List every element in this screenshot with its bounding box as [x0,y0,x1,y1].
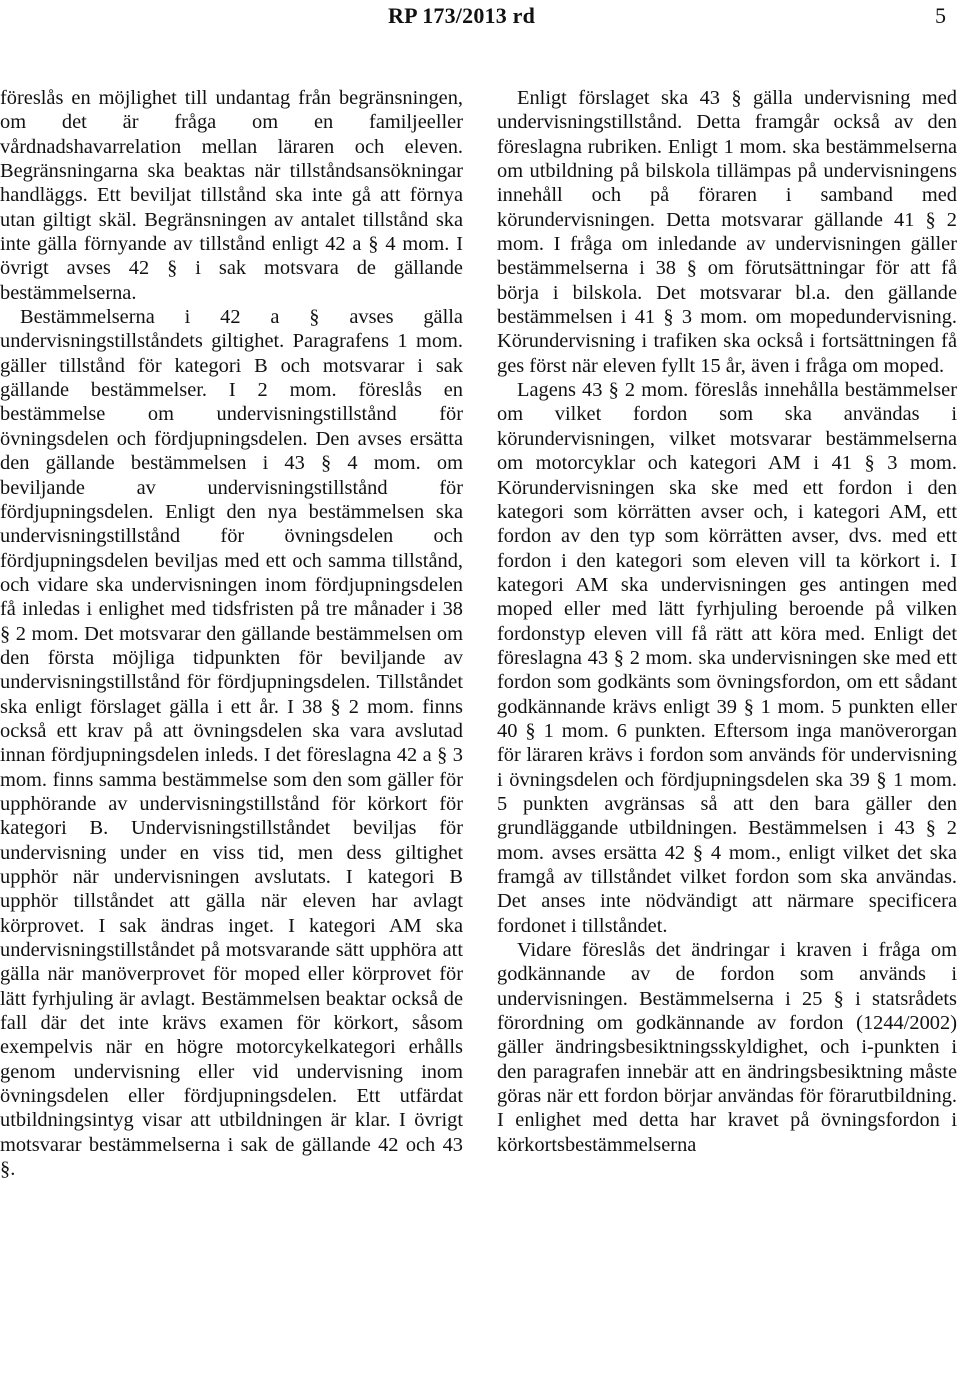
left-column [0,86,463,1181]
paragraph: Bestämmelserna i 42 a § avses gälla undervisningstillståndets giltighet. Paragrafens 1 mom. gäller tillstånd för kategori B och motsvarar i sak gällande bestämmelser. I 2 mom. föreslås en bestämmelse om undervisningstillstånd för övningsdelen och fördjupningsdelen. Den avses ersätta den gällande bestämmelsen i 43 § 4 mom. om beviljande av undervisningstillstånd för fördjupningsdelen. Enligt den nya bestämmelsen ska undervisningstillstånd för övningsdelen och fördjupningsdelen beviljas med ett och samma tillstånd, och vidare ska undervisningen inom fördjupningsdelen få inledas i enlighet med tidsfristen på tre månader i 38 § 2 mom. Det motsvarar den gällande bestämmelsen om den första möjliga tidpunkten för beviljande av undervisningstillstånd för fördjupningsdelen. Tillståndet ska enligt förslaget gälla i ett år. I 38 § 2 mom. finns också ett krav på att övningsdelen ska vara avslutad innan fördjupningsdelen inleds. I det föreslagna 42 a § 3 mom. finns samma bestämmelse som den som gäller för upphörande av undervisningstillstånd för körkort för kategori B. Undervisningstillståndet beviljas för undervisning under en viss tid, men dess giltighet upphör när undervisningen avslutats. I kategori B upphör tillståndet att gälla när eleven har avlagt körprovet. I sak ändras inget. I kategori AM ska undervisningstillståndet på motsvarande sätt upphöra att gälla när manöverprovet för moped eller körprovet för lätt fyrhjuling är avlagt. Bestämmelsen beaktar också de fall där det inte krävs examen för körkort, såsom exempelvis när en högre motorcykelkategori erhålls genom undervisning eller vid undervisning inom övningsdelen eller fördjupningsdelen. Ett utfärdat utbildningsintyg visar att utbildningen är klar. I övrigt motsvarar bestämmelserna i sak de gällande 42 och 43 §. [0,306,463,1181]
page-header [0,0,960,40]
paragraph: föreslås en möjlighet till undantag från begränsningen, om det är fråga om en familjeeller vårdnadshavarrelation mellan läraren och eleven. Begränsningarna ska beaktas när tillståndsansökningar handläggs. Ett beviljat tillstånd ska inte gå att förnya utan giltigt skäl. Begränsningen av antalet tillstånd ska inte gälla förnyande av tillstånd enligt 42 a § 4 mom. I övrigt avses 42 § i sak motsvara de gällande bestämmelserna. [0,87,463,304]
document-reference: RP 173/2013 rd [388,3,536,28]
paragraph: Lagens 43 § 2 mom. föreslås innehålla bestämmelser om vilket fordon som ska användas i körundervisningen, vilket motsvarar bestämmelserna om motorcyklar och kategori AM i 41 § 3 mom. Körundervisningen ska ske med ett fordon i den kategori som körrätten avser och, i kategori AM, ett fordon av den typ som körrätten avser, dvs. med ett fordon i den kategori som eleven vill ta körkort i. I kategori AM ska undervisningen ges antingen med moped eller med lätt fyrhjuling beroende på vilken fordonstyp eleven vill få rätt att köra med. Enligt det föreslagna 43 § 2 mom. ska undervisningen ske med ett fordon som godkänts som övningsfordon, om ett sådant godkännande krävs enligt 39 § 1 mom. 5 punkten eller 40 § 1 mom. 6 punkten. Eftersom inga manöverorgan för läraren krävs i fordon som används för undervisning i övningsdelen och fördjupningsdelen ska 39 § 1 mom. 5 punkten avgränsas så att den bara gäller den grundläggande utbildningen. Bestämmelsen i 43 § 2 mom. avses ersätta 42 § 4 mom., enligt vilket det ska framgå av tillståndet vilket fordon som ska användas. Det anses inte nödvändigt att närmare specificera fordonet i tillståndet. [497,379,957,937]
right-column [497,86,957,1157]
paragraph: Vidare föreslås det ändringar i kraven i fråga om godkännande av de fordon som används i undervisningen. Bestämmelserna i 25 § i statsrådets förordning om godkännande av fordon (1244/2002) gäller ändringsbesiktningsskyldighet, och i-punkten i den paragrafen innebär att en ändringsbesiktning måste göras när ett fordon börjar användas för förarutbildning. I enlighet med detta har kravet på övningsfordon i körkortsbestämmelserna [497,939,957,1156]
page-number: 5 [935,3,946,28]
paragraph: Enligt förslaget ska 43 § gälla undervisning med undervisningstillstånd. Detta framgår också av den föreslagna rubriken. Enligt 1 mom. ska bestämmelserna om utbildning på bilskola tillämpas på undervisningens innehåll och på föraren i samband med körundervisningen. Detta motsvarar gällande 41 § 2 mom. I fråga om inledande av undervisningen gäller bestämmelserna i 38 § om förutsättningar för att få börja i bilskola. Det motsvarar bl.a. den gällande bestämmelsen i 41 § 3 mom. om mopedundervisning. Körundervisning i trafiken ska också i fortsättningen få ges först när eleven fyllt 15 år, även i fråga om moped. [497,87,957,377]
